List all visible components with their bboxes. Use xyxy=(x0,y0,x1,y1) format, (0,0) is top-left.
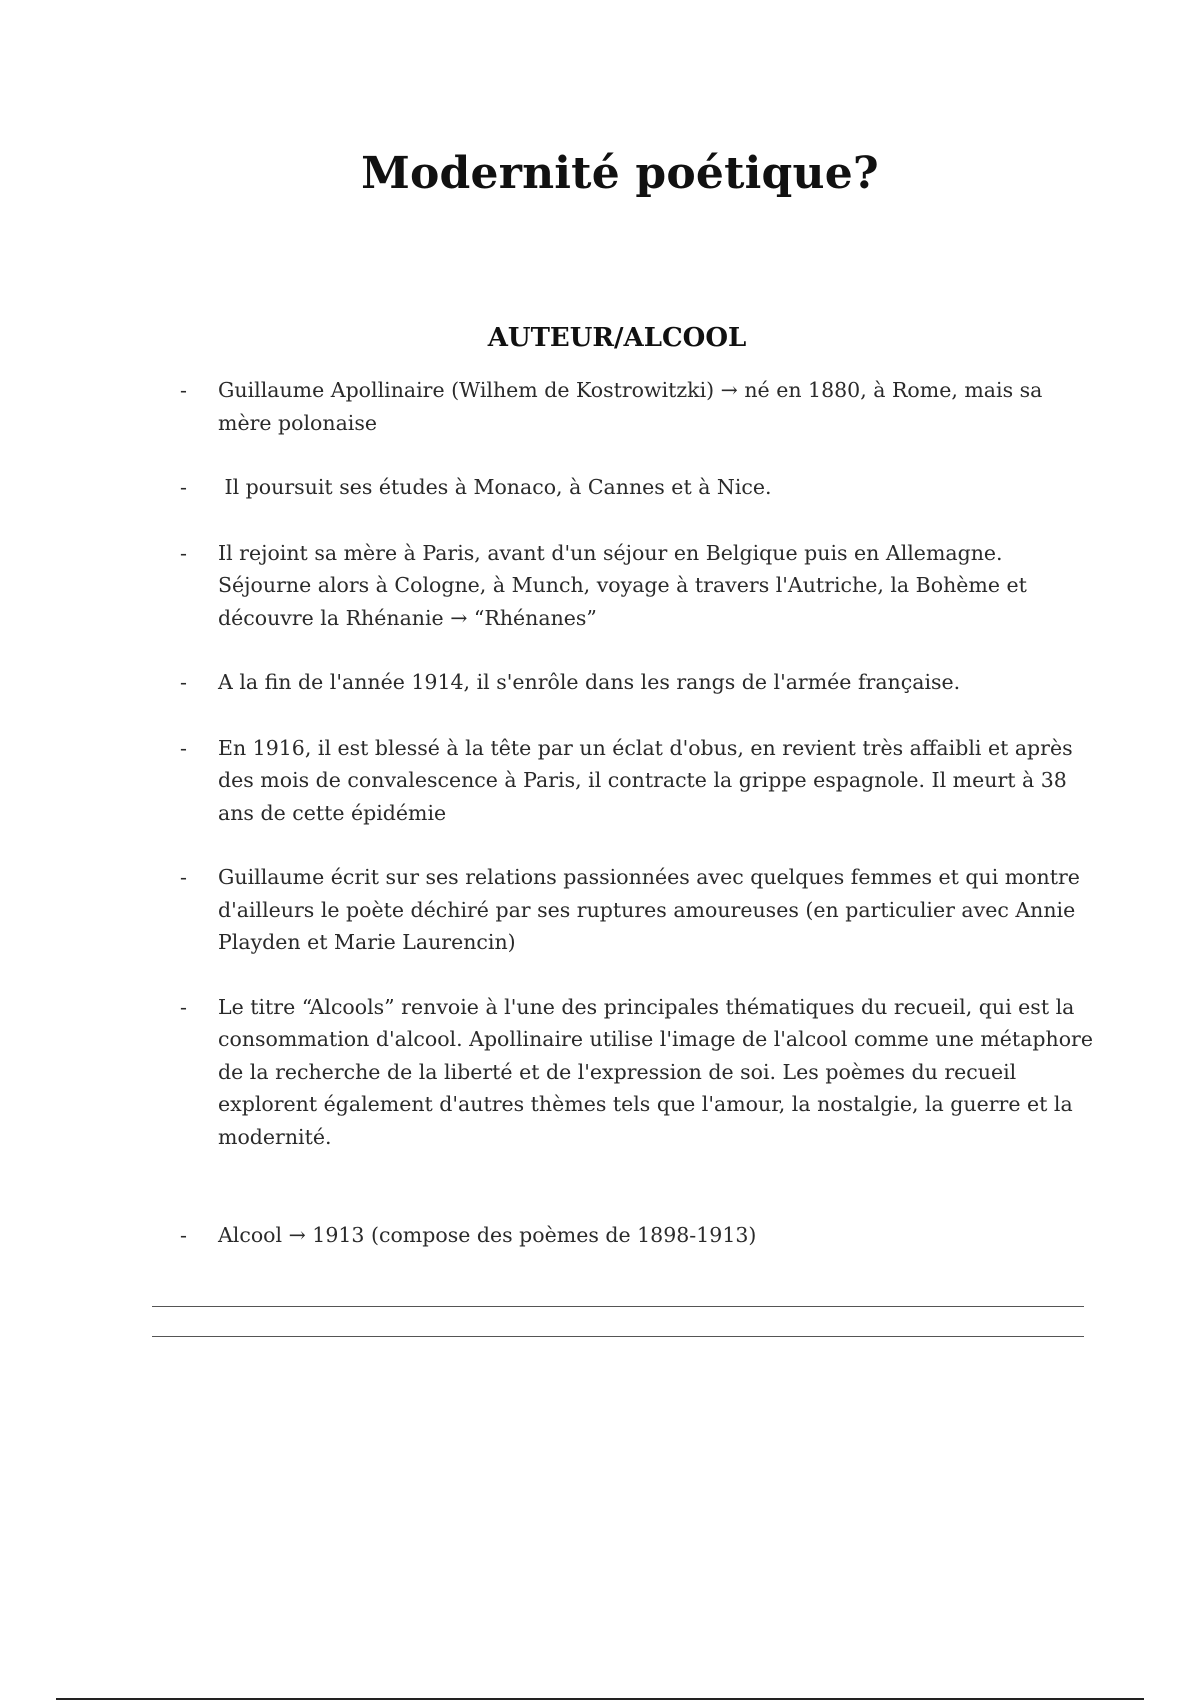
list-item-text: Guillaume Apollinaire (Wilhem de Kostrowitzki) → né en 1880, à Rome, mais sa mère polonaise xyxy=(218,378,1043,435)
horizontal-rule xyxy=(152,1306,1084,1307)
bullet-dash: - xyxy=(180,735,187,760)
bullet-dash: - xyxy=(180,865,187,889)
list-item-text: Le titre “Alcools” renvoie à l'une des principales thématiques du recueil, qui est la consommation d'alcool. Apollinaire utilise l'image de l'alcool comme une métaphore de la recherche de la liberté et de l'expression de soi. Les poèmes du recueil explorent également d'autres thèmes tels que l'amour, la nostalgie, la guerre et la modernité. xyxy=(218,994,1093,1149)
list-item xyxy=(180,471,1100,504)
list-item-text: Il rejoint sa mère à Paris, avant d'un séjour en Belgique puis en Allemagne. Séjourne alors à Cologne, à Munch, voyage à travers l'Autriche, la Bohème et découvre la Rhénanie → “Rhénanes” xyxy=(218,540,1027,630)
section-heading: AUTEUR/ALCOOL xyxy=(487,323,747,353)
bullet-dash: - xyxy=(180,1223,187,1247)
bullet-dash: - xyxy=(180,994,187,1019)
list-item xyxy=(180,732,1100,830)
list-item-text: Il poursuit ses études à Monaco, à Cannes et à Nice. xyxy=(218,475,772,499)
bullet-list xyxy=(180,374,1100,1252)
horizontal-rule xyxy=(152,1336,1084,1337)
list-item xyxy=(180,537,1100,635)
list-item xyxy=(180,374,1100,439)
list-item xyxy=(180,991,1100,1154)
list-item xyxy=(180,666,1100,699)
list-item-text: A la fin de l'année 1914, il s'enrôle dans les rangs de l'armée française. xyxy=(218,670,961,694)
bullet-dash: - xyxy=(180,670,187,694)
bullet-dash: - xyxy=(180,475,187,499)
list-item-text: Alcool → 1913 (compose des poèmes de 1898-1913) xyxy=(218,1223,757,1247)
list-item xyxy=(180,861,1100,959)
bullet-dash: - xyxy=(180,378,187,402)
list-item-text: En 1916, il est blessé à la tête par un éclat d'obus, en revient très affaibli et après des mois de convalescence à Paris, il contracte la grippe espagnole. Il meurt à 38 ans de cette épidémie xyxy=(218,735,1073,825)
page-title: Modernité poétique? xyxy=(361,148,879,199)
list-item xyxy=(180,1219,1100,1252)
list-item-text: Guillaume écrit sur ses relations passionnées avec quelques femmes et qui montre d'ailleurs le poète déchiré par ses ruptures amoureuses (en particulier avec Annie Playden et Marie Laurencin) xyxy=(218,865,1080,954)
bullet-dash: - xyxy=(180,540,187,565)
